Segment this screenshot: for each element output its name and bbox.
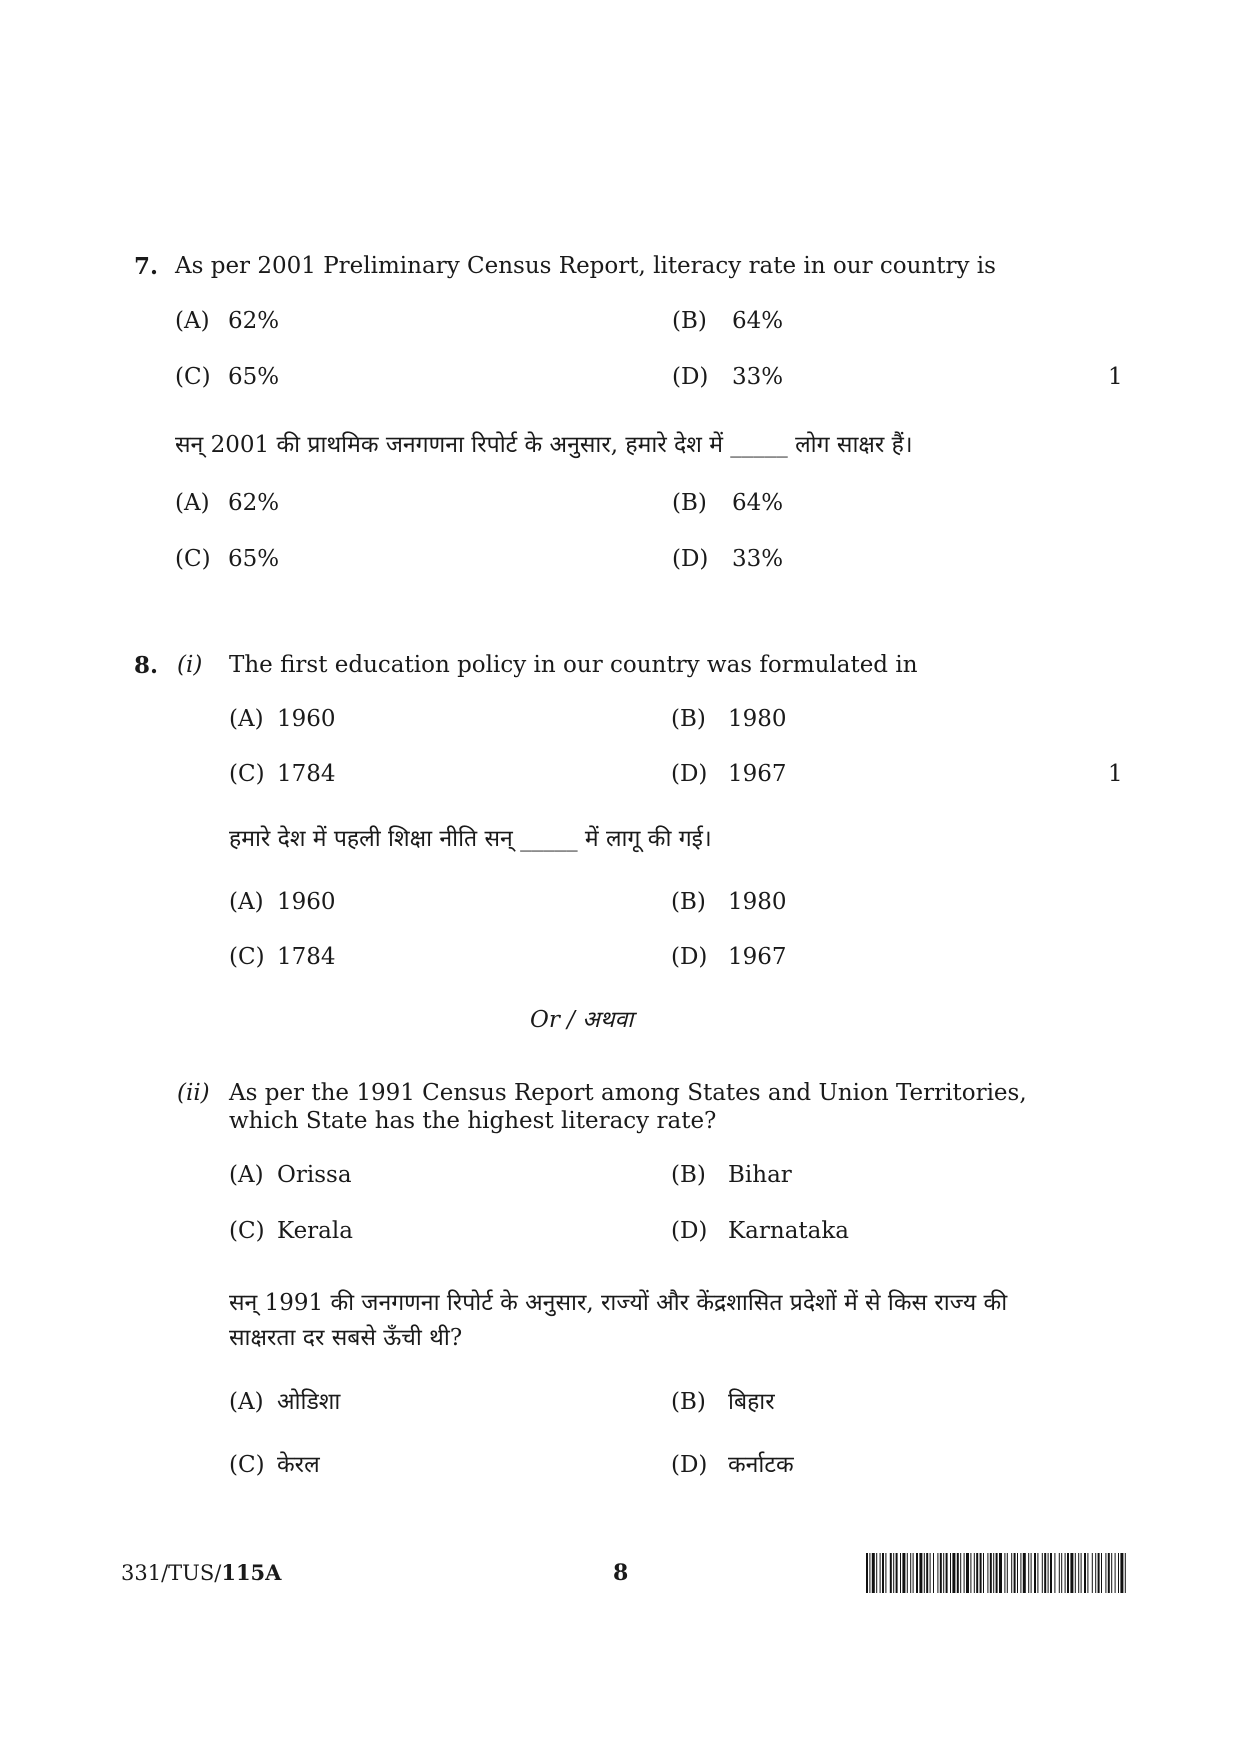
barcode-bar <box>996 1553 998 1593</box>
q7-marks: 1 <box>1108 364 1123 390</box>
q8ii-en-option-d-value: Karnataka <box>728 1218 850 1244</box>
q7-en-option-a-value: 62% <box>228 308 280 334</box>
q7-en-option-d-label: (D) <box>672 364 709 390</box>
q8i-en-option-d-value: 1967 <box>728 761 787 787</box>
q8ii-en-option-c-label: (C) <box>229 1218 265 1244</box>
barcode-bar <box>1054 1553 1055 1593</box>
q8ii-en-option-c-value: Kerala <box>277 1218 353 1244</box>
barcode-bar <box>1084 1553 1086 1593</box>
q8-part-i-text-en: The first education policy in our country was formulated in <box>229 652 918 678</box>
barcode-bar <box>913 1553 914 1593</box>
q7-hi-option-b-value: 64% <box>732 490 784 516</box>
q8i-hi-option-a-label: (A) <box>229 889 264 915</box>
barcode-bar <box>987 1553 988 1593</box>
barcode-bar <box>924 1553 925 1593</box>
q7-hi-option-c-label: (C) <box>175 546 211 572</box>
q7-en-option-c-label: (C) <box>175 364 211 390</box>
barcode-bar <box>866 1553 868 1593</box>
barcode-bar <box>1037 1553 1038 1593</box>
q7-en-option-b-label: (B) <box>672 308 707 334</box>
barcode-bar <box>1065 1553 1066 1593</box>
barcode-bar <box>902 1553 905 1593</box>
barcode-bar <box>916 1553 918 1593</box>
barcode-bar <box>1098 1553 1100 1593</box>
barcode-bar <box>999 1553 1002 1593</box>
q8ii-hi-option-c-value: केरल <box>277 1452 320 1478</box>
barcode-bar <box>1034 1553 1036 1593</box>
barcode-bar <box>950 1553 951 1593</box>
barcode-bar <box>885 1553 886 1593</box>
q8ii-hi-option-a-value: ओडिशा <box>277 1389 341 1415</box>
q8ii-hi-option-b-value: बिहार <box>728 1389 775 1415</box>
q8-part-i-label: (i) <box>177 652 203 678</box>
q8i-hi-option-b-value: 1980 <box>728 889 787 915</box>
barcode-bar <box>1111 1553 1112 1593</box>
barcode-bar <box>1125 1553 1126 1593</box>
barcode-bar <box>869 1553 870 1593</box>
q7-en-option-b-value: 64% <box>732 308 784 334</box>
q8i-en-option-c-value: 1784 <box>277 761 336 787</box>
q8i-en-option-b-value: 1980 <box>728 706 787 732</box>
paper-code-prefix: 331/TUS/ <box>121 1561 222 1585</box>
q8ii-hi-option-b-label: (B) <box>671 1389 706 1415</box>
barcode-bar <box>907 1553 908 1593</box>
barcode-bar <box>910 1553 911 1593</box>
q8i-hi-option-d-value: 1967 <box>728 944 787 970</box>
question-8-number: 8. <box>134 652 159 679</box>
question-7-number: 7. <box>134 253 159 280</box>
barcode-bar <box>1108 1553 1110 1593</box>
q7-hi-option-b-label: (B) <box>672 490 707 516</box>
q8-part-ii-text-en-line1: As per the 1991 Census Report among States and Union Territories, <box>229 1080 1027 1106</box>
barcode-bar <box>1118 1553 1119 1593</box>
q8i-hi-option-c-value: 1784 <box>277 944 336 970</box>
q8ii-hi-option-c-label: (C) <box>229 1452 265 1478</box>
barcode-bar <box>1078 1553 1079 1593</box>
q8-part-ii-text-en-line2: which State has the highest literacy rate? <box>229 1108 717 1134</box>
barcode-bar <box>919 1553 922 1593</box>
barcode-bar <box>872 1553 875 1593</box>
barcode-bar <box>940 1553 942 1593</box>
barcode-bar <box>964 1553 965 1593</box>
q7-hi-option-d-value: 33% <box>732 546 784 572</box>
barcode-bar <box>896 1553 898 1593</box>
q8ii-en-option-d-label: (D) <box>671 1218 708 1244</box>
barcode-bar <box>1017 1553 1018 1593</box>
q7-hi-option-d-label: (D) <box>672 546 709 572</box>
barcode-bar <box>1023 1553 1026 1593</box>
barcode-bar <box>943 1553 944 1593</box>
barcode-bar <box>1087 1553 1088 1593</box>
q8ii-en-option-a-value: Orissa <box>277 1162 352 1188</box>
q8ii-en-option-a-label: (A) <box>229 1162 264 1188</box>
q8i-hi-option-c-label: (C) <box>229 944 265 970</box>
barcode-bar <box>1067 1553 1069 1593</box>
page-number: 8 <box>613 1560 629 1586</box>
q7-en-option-a-label: (A) <box>175 308 210 334</box>
barcode-bar <box>880 1553 881 1593</box>
barcode-bar <box>1059 1553 1060 1593</box>
barcode-bar <box>1105 1553 1106 1593</box>
paper-code <box>121 1560 281 1586</box>
barcode-bar <box>930 1553 931 1593</box>
barcode-bar <box>1004 1553 1005 1593</box>
barcode-bar <box>1120 1553 1123 1593</box>
q7-en-option-c-value: 65% <box>228 364 280 390</box>
barcode-bar <box>966 1553 969 1593</box>
q8-part-i-text-hi: हमारे देश में पहली शिक्षा नीति सन् _____ में लागू की गई। <box>229 826 712 852</box>
q8i-hi-option-d-label: (D) <box>671 944 708 970</box>
barcode-bar <box>1007 1553 1008 1593</box>
q8-part-ii-text-hi-line1: सन् 1991 की जनगणना रिपोर्ट के अनुसार, राज्यों और केंद्रशासित प्रदेशों में से किस राज्य की <box>229 1290 1008 1316</box>
barcode-bar <box>990 1553 992 1593</box>
q8ii-hi-option-d-label: (D) <box>671 1452 708 1478</box>
barcode-bar <box>952 1553 955 1593</box>
barcode-bar <box>1011 1553 1012 1593</box>
barcode-bar <box>1081 1553 1082 1593</box>
question-7-text-en: As per 2001 Preliminary Census Report, literacy rate in our country is <box>175 253 996 279</box>
barcode-bar <box>937 1553 938 1593</box>
barcode-bar <box>993 1553 994 1593</box>
q8i-hi-option-b-label: (B) <box>671 889 706 915</box>
barcode-bar <box>983 1553 984 1593</box>
barcode-bar <box>1092 1553 1093 1593</box>
q8i-en-option-d-label: (D) <box>671 761 708 787</box>
barcode-bar <box>1061 1553 1062 1593</box>
barcode-bar <box>893 1553 894 1593</box>
q8i-marks: 1 <box>1108 761 1123 787</box>
or-separator: Or / अथवा <box>530 1007 634 1033</box>
barcode-bar <box>1101 1553 1102 1593</box>
barcode-bar <box>1031 1553 1032 1593</box>
q8i-hi-option-a-value: 1960 <box>277 889 336 915</box>
barcode-bar <box>876 1553 877 1593</box>
barcode-bar <box>890 1553 892 1593</box>
barcode-bar <box>1044 1553 1046 1593</box>
q7-hi-option-a-value: 62% <box>228 490 280 516</box>
barcode-bar <box>1050 1553 1052 1593</box>
barcode-bar <box>1048 1553 1049 1593</box>
barcode-bar <box>976 1553 978 1593</box>
q7-hi-option-a-label: (A) <box>175 490 210 516</box>
barcode-bar <box>1028 1553 1029 1593</box>
barcode-bar <box>980 1553 982 1593</box>
barcode-bar <box>960 1553 961 1593</box>
q8ii-hi-option-a-label: (A) <box>229 1389 264 1415</box>
barcode-bar <box>1070 1553 1073 1593</box>
barcode-bar <box>933 1553 934 1593</box>
barcode-bar <box>1014 1553 1016 1593</box>
barcode-bar <box>1115 1553 1116 1593</box>
q8i-en-option-a-value: 1960 <box>277 706 336 732</box>
q8-part-ii-text-hi-line2: साक्षरता दर सबसे ऊँची थी? <box>229 1325 463 1351</box>
q8i-en-option-b-label: (B) <box>671 706 706 732</box>
question-7-text-hi: सन् 2001 की प्राथमिक जनगणना रिपोर्ट के अनुसार, हमारे देश में _____ लोग साक्षर हैं। <box>175 432 913 458</box>
q8ii-hi-option-d-value: कर्नाटक <box>728 1452 794 1478</box>
barcode-bar <box>926 1553 928 1593</box>
q7-en-option-d-value: 33% <box>732 364 784 390</box>
q8i-en-option-c-label: (C) <box>229 761 265 787</box>
barcode-bar <box>970 1553 971 1593</box>
barcode-bar <box>900 1553 901 1593</box>
paper-code-suffix: 115A <box>221 1560 282 1585</box>
barcode-bar <box>1042 1553 1043 1593</box>
barcode-bar <box>957 1553 959 1593</box>
barcode-bar <box>1075 1553 1076 1593</box>
q8ii-en-option-b-value: Bihar <box>728 1162 792 1188</box>
barcode-image <box>866 1553 1128 1593</box>
barcode-bar <box>882 1553 884 1593</box>
q7-hi-option-c-value: 65% <box>228 546 280 572</box>
barcode-bar <box>1095 1553 1096 1593</box>
barcode-bar <box>974 1553 975 1593</box>
q8-part-ii-label: (ii) <box>177 1080 210 1106</box>
q8i-en-option-a-label: (A) <box>229 706 264 732</box>
barcode-bar <box>1020 1553 1021 1593</box>
q8ii-en-option-b-label: (B) <box>671 1162 706 1188</box>
barcode-bar <box>946 1553 948 1593</box>
